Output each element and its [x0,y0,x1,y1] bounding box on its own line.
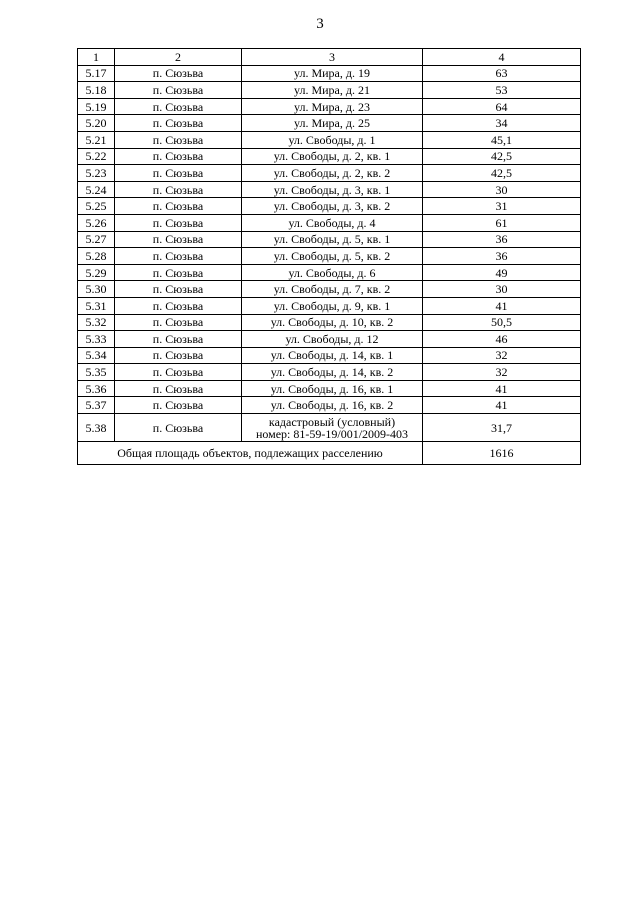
area-cell: 53 [423,82,581,99]
area-cell: 34 [423,115,581,132]
row-number: 5.31 [78,297,115,314]
row-number: 5.27 [78,231,115,248]
resettlement-table [77,48,581,465]
row-number: 5.38 [78,414,115,442]
address-cell: ул. Свободы, д. 3, кв. 2 [242,198,423,215]
locality-cell: п. Сюзьва [115,131,242,148]
table-row [78,264,581,281]
locality-cell: п. Сюзьва [115,347,242,364]
area-cell: 31 [423,198,581,215]
locality-cell: п. Сюзьва [115,264,242,281]
locality-cell: п. Сюзьва [115,98,242,115]
address-cell: ул. Свободы, д. 14, кв. 1 [242,347,423,364]
area-cell: 36 [423,248,581,265]
row-number: 5.29 [78,264,115,281]
table-row [78,347,581,364]
row-number: 5.25 [78,198,115,215]
locality-cell: п. Сюзьва [115,314,242,331]
row-number: 5.34 [78,347,115,364]
table-row [78,131,581,148]
locality-cell: п. Сюзьва [115,331,242,348]
address-cell: ул. Свободы, д. 5, кв. 2 [242,248,423,265]
table-row [78,380,581,397]
column-header: 4 [423,49,581,66]
locality-cell: п. Сюзьва [115,115,242,132]
table-row [78,98,581,115]
locality-cell: п. Сюзьва [115,397,242,414]
area-cell: 32 [423,364,581,381]
address-cell: ул. Свободы, д. 10, кв. 2 [242,314,423,331]
area-cell: 50,5 [423,314,581,331]
address-cell: ул. Свободы, д. 4 [242,214,423,231]
address-cell: ул. Мира, д. 21 [242,82,423,99]
locality-cell: п. Сюзьва [115,380,242,397]
address-cell: ул. Мира, д. 19 [242,65,423,82]
table-row [78,297,581,314]
table-row [78,181,581,198]
locality-cell: п. Сюзьва [115,248,242,265]
row-number: 5.30 [78,281,115,298]
row-number: 5.19 [78,98,115,115]
address-cell: ул. Свободы, д. 7, кв. 2 [242,281,423,298]
table-row [78,214,581,231]
area-cell: 49 [423,264,581,281]
table-row [78,148,581,165]
area-cell: 36 [423,231,581,248]
area-cell: 31,7 [423,414,581,442]
table-row [78,65,581,82]
row-number: 5.33 [78,331,115,348]
page-number: 3 [316,16,324,32]
area-cell: 46 [423,331,581,348]
locality-cell: п. Сюзьва [115,297,242,314]
area-cell: 42,5 [423,148,581,165]
table-row [78,82,581,99]
column-header: 2 [115,49,242,66]
row-number: 5.22 [78,148,115,165]
table-row [78,165,581,182]
area-cell: 63 [423,65,581,82]
address-cell: ул. Свободы, д. 3, кв. 1 [242,181,423,198]
address-cell [242,414,423,442]
row-number: 5.17 [78,65,115,82]
area-cell: 61 [423,214,581,231]
address-cell: ул. Свободы, д. 12 [242,331,423,348]
table-row [78,314,581,331]
locality-cell: п. Сюзьва [115,198,242,215]
column-header: 3 [242,49,423,66]
total-row [78,442,581,465]
row-number: 5.36 [78,380,115,397]
table-row [78,231,581,248]
address-cell: ул. Свободы, д. 9, кв. 1 [242,297,423,314]
area-cell: 45,1 [423,131,581,148]
cadastral-label: кадастровый (условный) [268,414,396,429]
table-row [78,198,581,215]
table-row [78,281,581,298]
row-number: 5.18 [78,82,115,99]
area-cell: 30 [423,281,581,298]
row-number: 5.28 [78,248,115,265]
locality-cell: п. Сюзьва [115,65,242,82]
total-label: Общая площадь объектов, подлежащих расселению [78,442,423,465]
address-cell: ул. Мира, д. 23 [242,98,423,115]
area-cell: 41 [423,397,581,414]
locality-cell: п. Сюзьва [115,148,242,165]
total-area: 1616 [423,442,581,465]
area-cell: 41 [423,380,581,397]
row-number: 5.26 [78,214,115,231]
locality-cell: п. Сюзьва [115,364,242,381]
area-cell: 41 [423,297,581,314]
row-number: 5.23 [78,165,115,182]
table-row [78,115,581,132]
row-number: 5.20 [78,115,115,132]
area-cell: 42,5 [423,165,581,182]
locality-cell: п. Сюзьва [115,181,242,198]
locality-cell: п. Сюзьва [115,231,242,248]
table-row [78,364,581,381]
row-number: 5.21 [78,131,115,148]
address-cell: ул. Свободы, д. 2, кв. 1 [242,148,423,165]
table-row [78,331,581,348]
locality-cell: п. Сюзьва [115,414,242,442]
locality-cell: п. Сюзьва [115,281,242,298]
table-row [78,248,581,265]
column-header: 1 [78,49,115,66]
area-cell: 64 [423,98,581,115]
address-cell: ул. Свободы, д. 6 [242,264,423,281]
row-number: 5.35 [78,364,115,381]
area-cell: 32 [423,347,581,364]
address-cell: ул. Свободы, д. 1 [242,131,423,148]
locality-cell: п. Сюзьва [115,165,242,182]
table-row [78,414,581,442]
cadastral-number: номер: 81-59-19/001/2009-403 [255,426,409,441]
column-number-row [78,49,581,66]
address-cell: ул. Мира, д. 25 [242,115,423,132]
address-cell: ул. Свободы, д. 2, кв. 2 [242,165,423,182]
row-number: 5.37 [78,397,115,414]
address-cell: ул. Свободы, д. 14, кв. 2 [242,364,423,381]
row-number: 5.24 [78,181,115,198]
address-cell: ул. Свободы, д. 5, кв. 1 [242,231,423,248]
row-number: 5.32 [78,314,115,331]
locality-cell: п. Сюзьва [115,214,242,231]
area-cell: 30 [423,181,581,198]
locality-cell: п. Сюзьва [115,82,242,99]
table-row [78,397,581,414]
address-cell: ул. Свободы, д. 16, кв. 1 [242,380,423,397]
address-cell: ул. Свободы, д. 16, кв. 2 [242,397,423,414]
